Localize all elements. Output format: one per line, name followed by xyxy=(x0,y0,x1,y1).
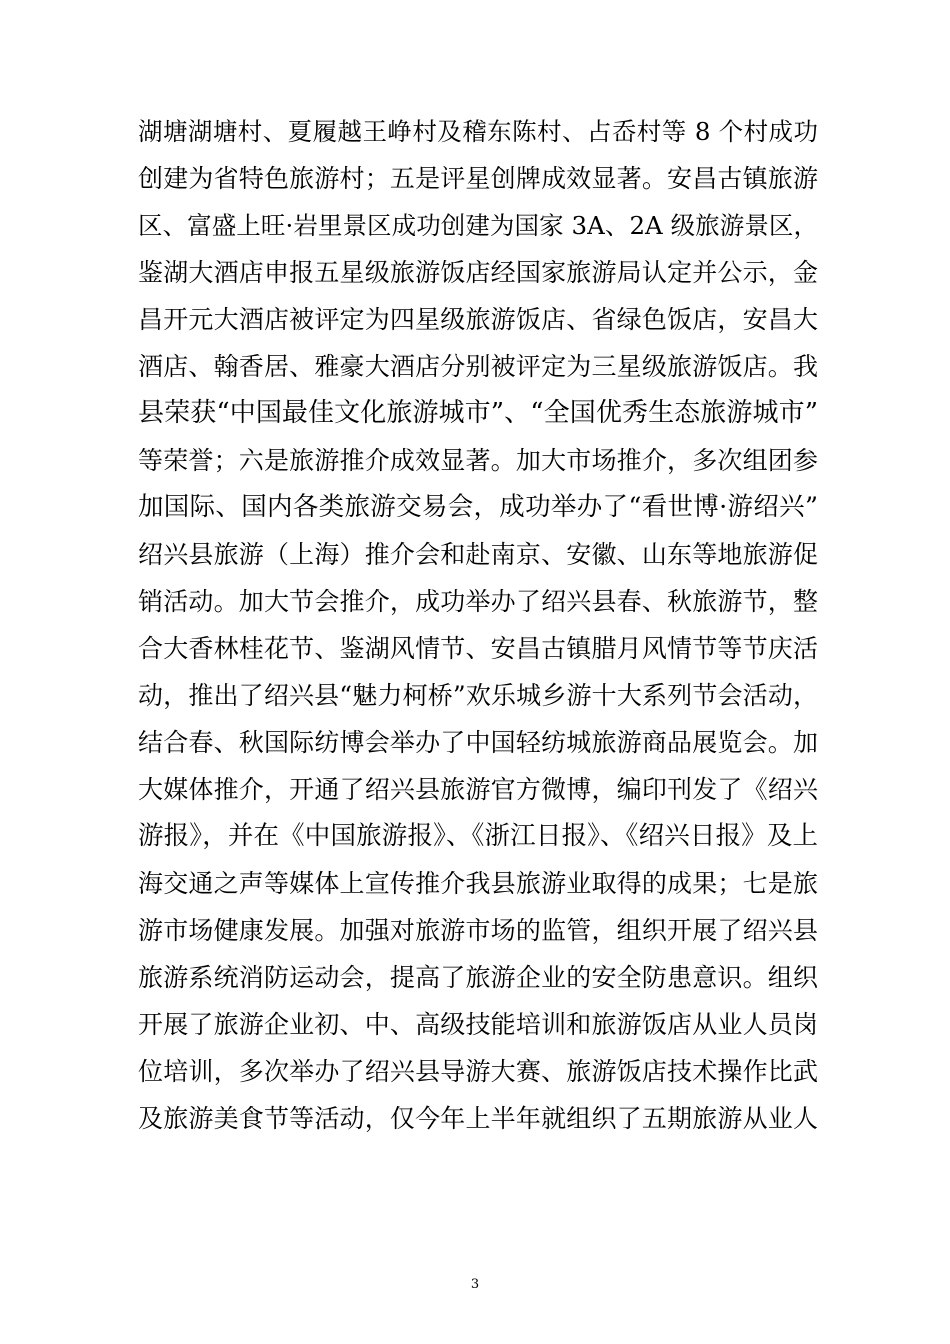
text-line: 加国际、国内各类旅游交易会，成功举办了“看世博·游绍兴” xyxy=(138,492,818,522)
text-line: 销活动。加大节会推介，成功举办了绍兴县春、秋旅游节，整 xyxy=(138,587,818,616)
text-line: 大媒体推介，开通了绍兴县旅游官方微博，编印刊发了《绍兴 xyxy=(138,775,818,804)
text-line: 动，推出了绍兴县“魅力柯桥”欢乐城乡游十大系列节会活动， xyxy=(138,681,818,710)
text-line: 县荣获“中国最佳文化旅游城市”、“全国优秀生态旅游城市” xyxy=(138,398,818,428)
text-line: 结合春、秋国际纺博会举办了中国轻纺城旅游商品展览会。加 xyxy=(138,728,818,757)
text-line: 创建为省特色旅游村；五是评星创牌成效显著。安昌古镇旅游 xyxy=(138,164,818,193)
text-line: 酒店、翰香居、雅豪大酒店分别被评定为三星级旅游饭店。我 xyxy=(138,352,818,381)
text-line: 位培训，多次举办了绍兴县导游大赛、旅游饭店技术操作比武 xyxy=(138,1057,818,1086)
text-line: 旅游系统消防运动会，提高了旅游企业的安全防患意识。组织 xyxy=(138,963,818,992)
text-line: 绍兴县旅游（上海）推介会和赴南京、安徽、山东等地旅游促 xyxy=(138,540,818,569)
text-line: 游市场健康发展。加强对旅游市场的监管，组织开展了绍兴县 xyxy=(138,916,818,945)
text-line: 等荣誉；六是旅游推介成效显著。加大市场推介，多次组团参 xyxy=(138,446,818,475)
text-line: 海交通之声等媒体上宣传推介我县旅游业取得的成果；七是旅 xyxy=(138,869,818,898)
body-text xyxy=(138,108,818,1142)
text-line: 开展了旅游企业初、中、高级技能培训和旅游饭店从业人员岗 xyxy=(138,1010,818,1039)
text-line: 鉴湖大酒店申报五星级旅游饭店经国家旅游局认定并公示，金 xyxy=(138,258,818,287)
text-line: 区、富盛上旺·岩里景区成功创建为国家 3A、2A 级旅游景区， xyxy=(138,211,818,240)
text-line: 合大香林桂花节、鉴湖风情节、安昌古镇腊月风情节等节庆活 xyxy=(138,634,818,663)
page-number: 3 xyxy=(470,1277,480,1292)
text-line: 游报》，并在《中国旅游报》、《浙江日报》、《绍兴日报》及上 xyxy=(138,821,818,851)
text-line: 及旅游美食节等活动，仅今年上半年就组织了五期旅游从业人 xyxy=(138,1104,818,1133)
text-line: 湖塘湖塘村、夏履越王峥村及稽东陈村、占岙村等 8 个村成功 xyxy=(138,117,818,146)
text-line: 昌开元大酒店被评定为四星级旅游饭店、省绿色饭店，安昌大 xyxy=(138,305,818,334)
